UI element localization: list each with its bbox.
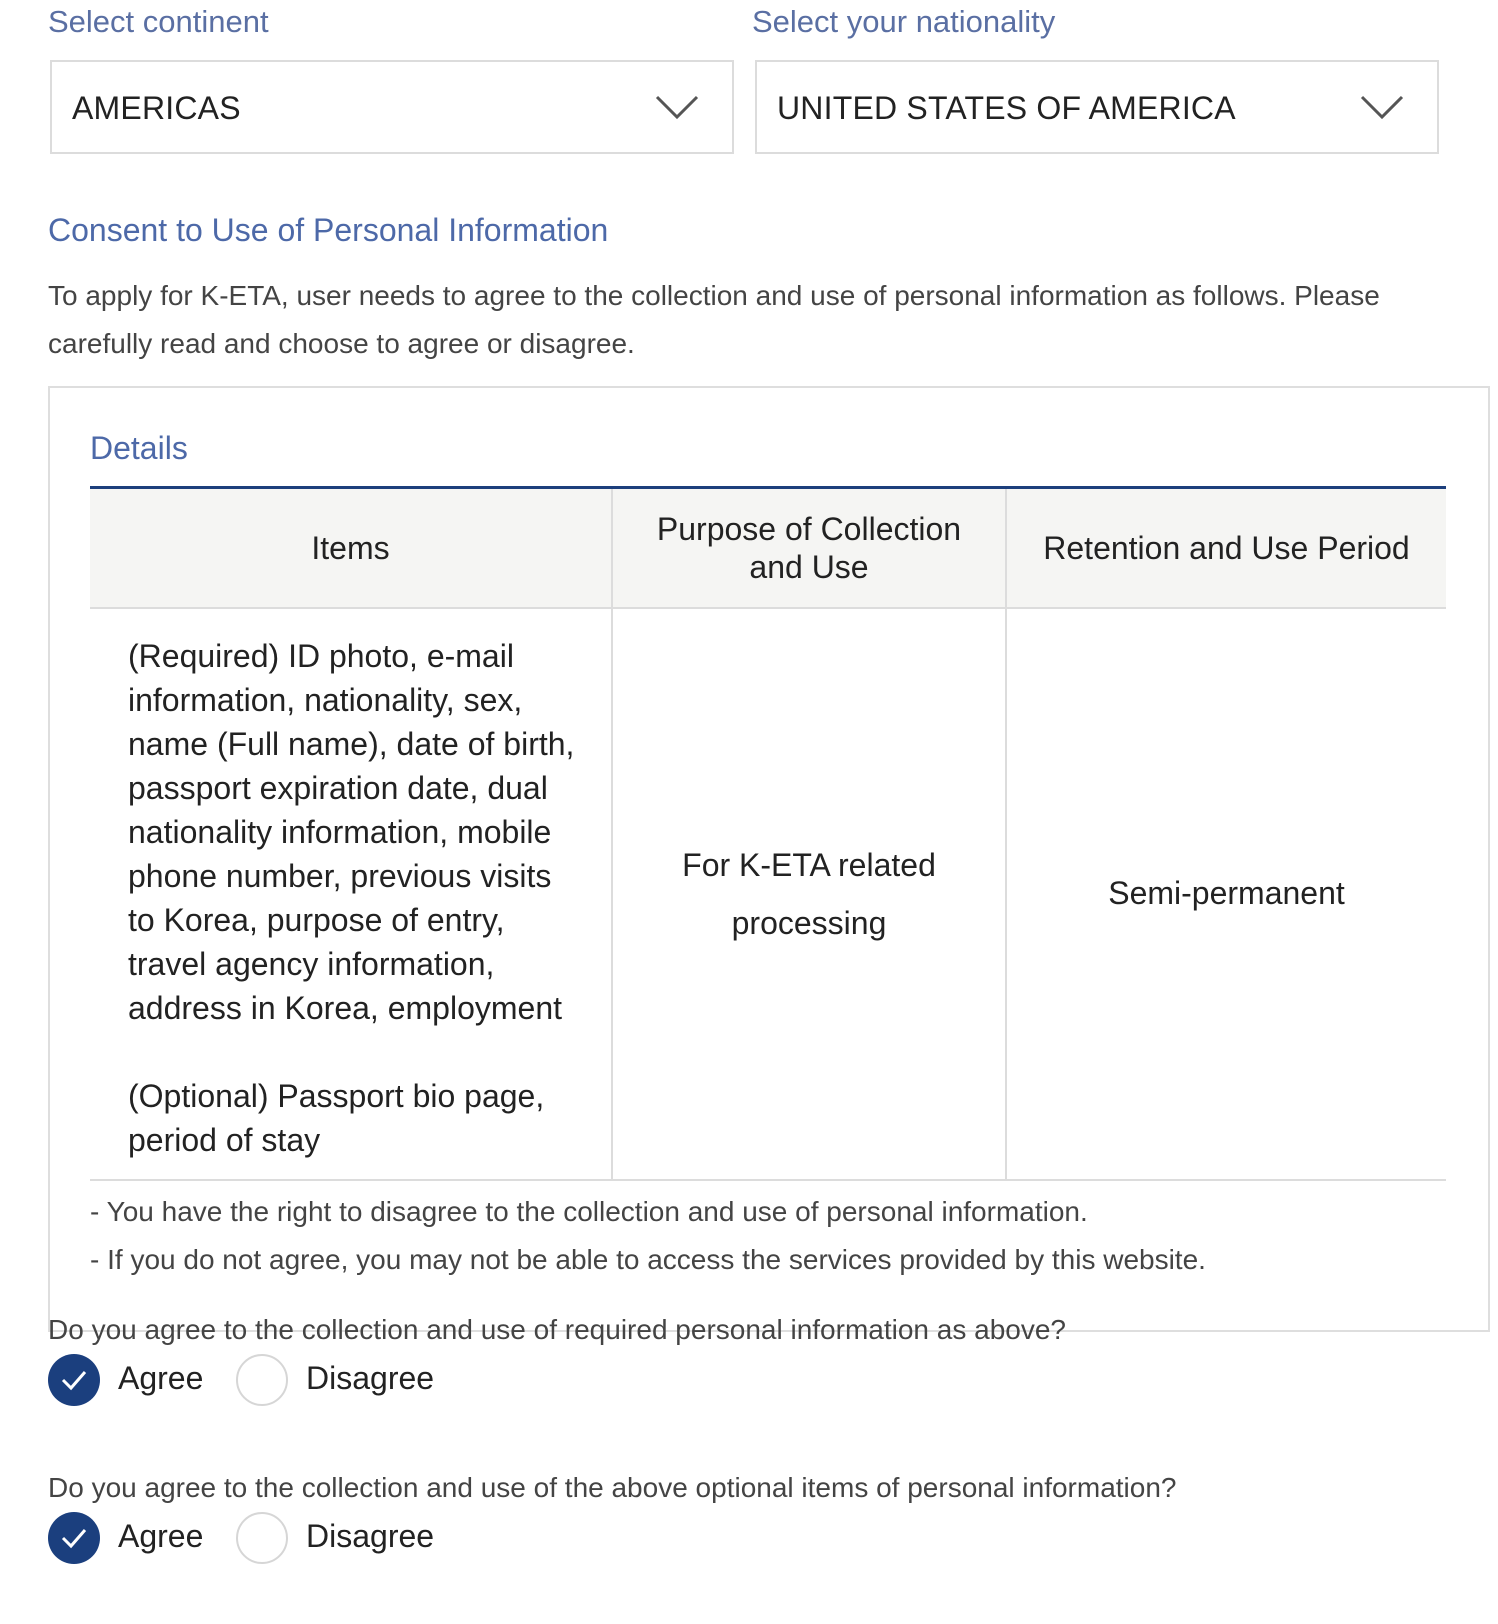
optional-agree-radio[interactable] bbox=[48, 1510, 208, 1566]
purpose-cell bbox=[612, 608, 1006, 1180]
table-header-row bbox=[90, 488, 1446, 608]
items-required-text: (Required) ID photo, e-mail information, nationality, sex, name (Full name), date of birth, passport expiration date, dual nationality information, mobile phone number, previous visits to Korea, purpose of entry, travel agency information, address in Korea, employment bbox=[128, 637, 575, 1026]
table-row bbox=[90, 608, 1446, 1180]
chevron-down-icon bbox=[1359, 92, 1405, 122]
optional-agree-label: Agree bbox=[118, 1518, 204, 1554]
radio-empty-icon bbox=[236, 1354, 288, 1406]
checkmark-icon bbox=[48, 1512, 100, 1564]
required-consent-question: Do you agree to the collection and use of required personal information as above? bbox=[48, 1314, 1066, 1345]
optional-consent-question: Do you agree to the collection and use of the above optional items of personal information? bbox=[48, 1472, 1177, 1503]
note-right-to-disagree: - You have the right to disagree to the collection and use of personal information. bbox=[90, 1196, 1088, 1227]
purpose-text: For K-ETA related processing bbox=[682, 846, 936, 941]
radio-empty-icon bbox=[236, 1512, 288, 1564]
consent-intro: To apply for K-ETA, user needs to agree to the collection and use of personal information as follows. Please carefully read and choose to agree or disagree. bbox=[48, 280, 1380, 359]
optional-disagree-radio[interactable] bbox=[236, 1510, 446, 1566]
chevron-down-icon bbox=[654, 92, 700, 122]
continent-select-value: AMERICAS bbox=[72, 90, 241, 126]
consent-title: Consent to Use of Personal Information bbox=[48, 212, 609, 248]
header-retention: Retention and Use Period bbox=[1006, 488, 1446, 608]
header-items: Items bbox=[90, 488, 612, 608]
note-service-access: - If you do not agree, you may not be able to access the services provided by this website. bbox=[90, 1244, 1206, 1275]
nationality-select-value: UNITED STATES OF AMERICA bbox=[777, 90, 1236, 126]
header-purpose: Purpose of Collection and Use bbox=[612, 488, 1006, 608]
nationality-select[interactable] bbox=[755, 60, 1439, 154]
retention-cell bbox=[1006, 608, 1446, 1180]
checkmark-icon bbox=[48, 1354, 100, 1406]
required-disagree-radio[interactable] bbox=[236, 1352, 446, 1408]
details-table bbox=[90, 486, 1446, 1181]
items-cell bbox=[90, 608, 612, 1180]
details-title: Details bbox=[90, 430, 188, 466]
optional-disagree-label: Disagree bbox=[306, 1518, 435, 1554]
required-agree-radio[interactable] bbox=[48, 1352, 208, 1408]
required-disagree-label: Disagree bbox=[306, 1360, 435, 1396]
nationality-label: Select your nationality bbox=[752, 4, 1056, 39]
continent-select[interactable] bbox=[50, 60, 734, 154]
retention-text: Semi-permanent bbox=[1108, 875, 1345, 911]
required-agree-label: Agree bbox=[118, 1360, 204, 1396]
details-panel bbox=[48, 386, 1490, 1332]
details-notes bbox=[90, 1188, 1206, 1284]
items-optional-text: (Optional) Passport bio page, period of stay bbox=[128, 1077, 545, 1158]
continent-label: Select continent bbox=[48, 4, 269, 39]
